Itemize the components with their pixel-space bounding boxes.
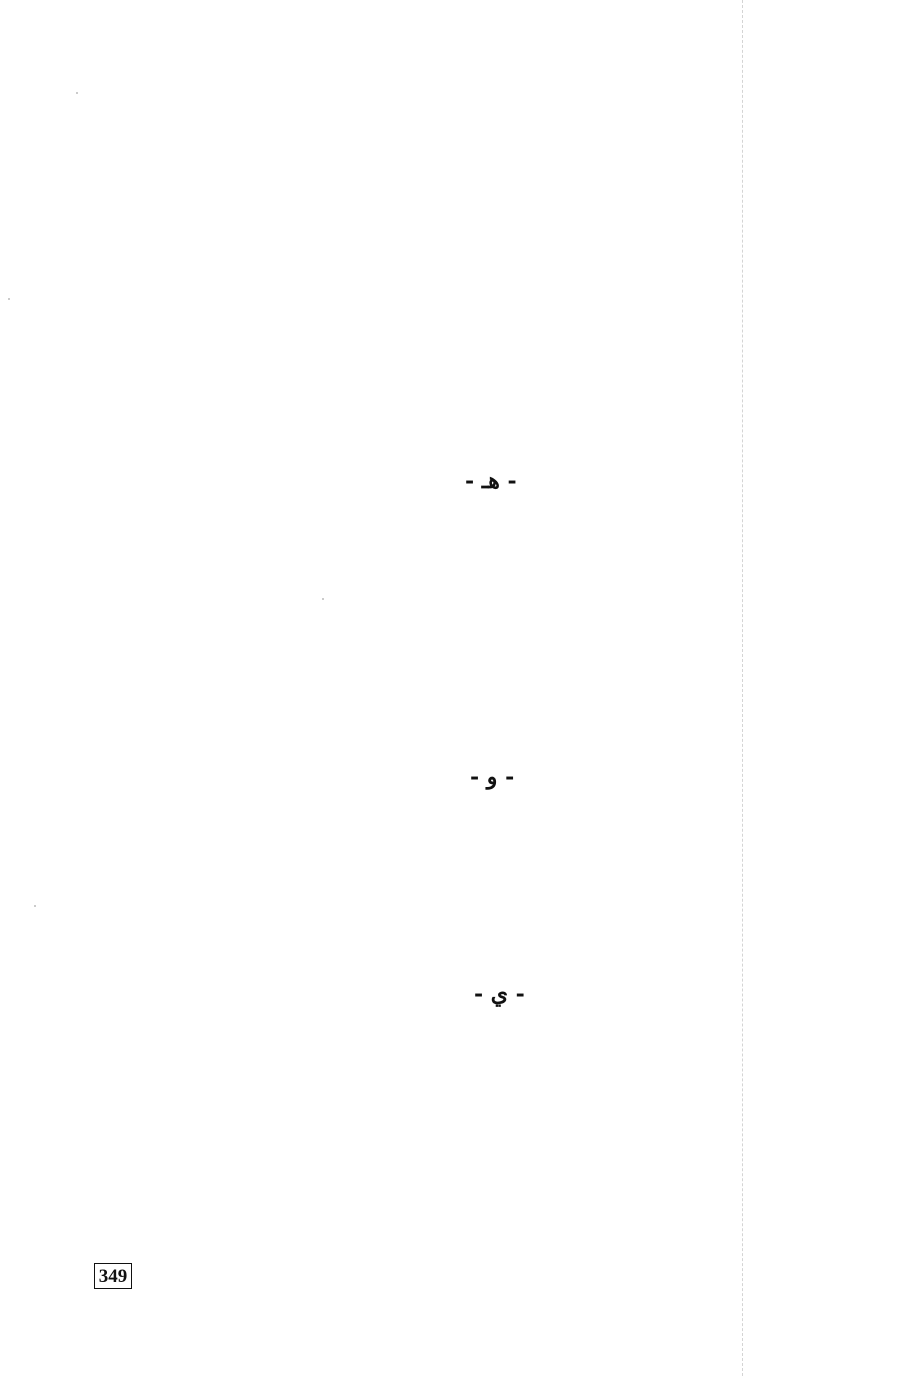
scan-speck bbox=[76, 92, 78, 94]
section-letter-heading: - هـ - bbox=[465, 468, 517, 494]
scan-speck bbox=[34, 905, 36, 907]
binding-gutter-line bbox=[742, 0, 743, 1376]
section-letter-heading: - ي - bbox=[474, 981, 525, 1007]
scan-speck bbox=[8, 298, 10, 300]
section-letter-heading: - و - bbox=[470, 764, 515, 790]
scan-speck bbox=[322, 598, 324, 600]
page-number: 349 bbox=[94, 1263, 132, 1289]
